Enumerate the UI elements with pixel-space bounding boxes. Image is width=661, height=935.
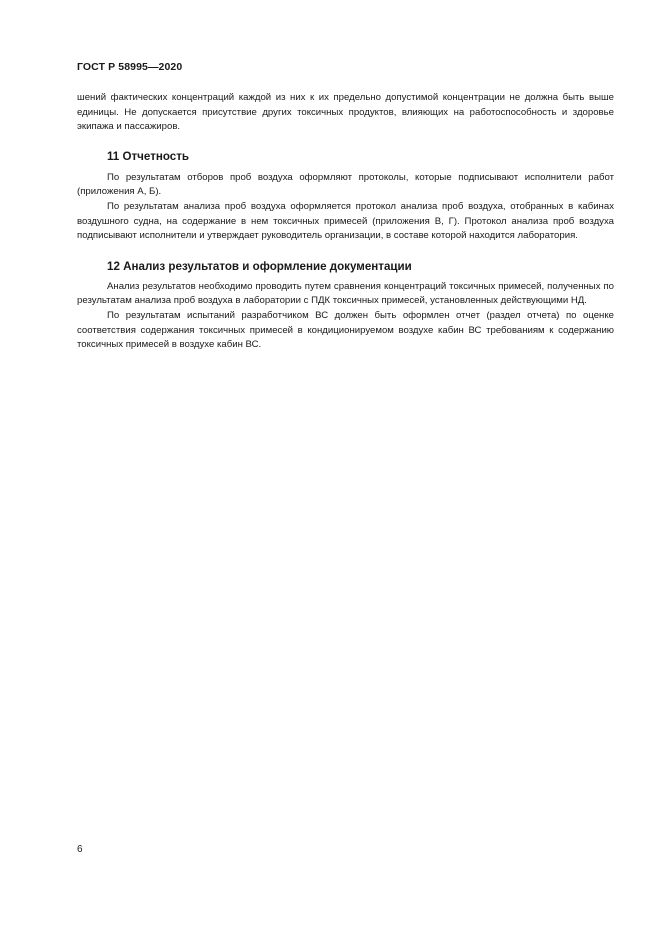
section-12-paragraph-1: Анализ результатов необходимо проводить путем сравнения концентраций токсичных примесей, полученных по результатам анализа проб воздуха в лаборатории с ПДК токсичных примесей, установленных действующими НД. [77,280,614,307]
continued-paragraph: шений фактических концентраций каждой из них к их предельно допустимой концентрации не должна быть выше единицы. Не допускается присутствие других токсичных продуктов, влияющих на работоспособность и здоровье экипажа и пассажиров. [77,92,614,133]
section-11-paragraph-2: По результатам анализа проб воздуха оформляется протокол анализа проб воздуха, отобранных в кабинах воздушного судна, на содержание в нем токсичных примесей (приложения В, Г). Протокол анализа проб воздуха подписывают исполнители и утверждает руководитель организации, в составе которой находится лаборатория. [77,200,614,242]
section-11-paragraph-1: По результатам отборов проб воздуха оформляют протоколы, которые подписывают исполнители работ (приложения А, Б). [77,171,614,198]
section-12-heading: 12 Анализ результатов и оформление документации [107,259,412,273]
section-12-paragraph-2: По результатам испытаний разработчиком ВС должен быть оформлен отчет (раздел отчета) по оценке соответствия содержания токсичных примесей в кондиционируемом воздухе кабин ВС требованиям к содержанию токсичных примесей в воздухе кабин ВС. [77,309,614,351]
section-11-heading: 11 Отчетность [107,149,190,163]
document-body [77,91,614,353]
page-number: 6 [77,844,83,855]
document-header: ГОСТ Р 58995—2020 [77,61,183,73]
